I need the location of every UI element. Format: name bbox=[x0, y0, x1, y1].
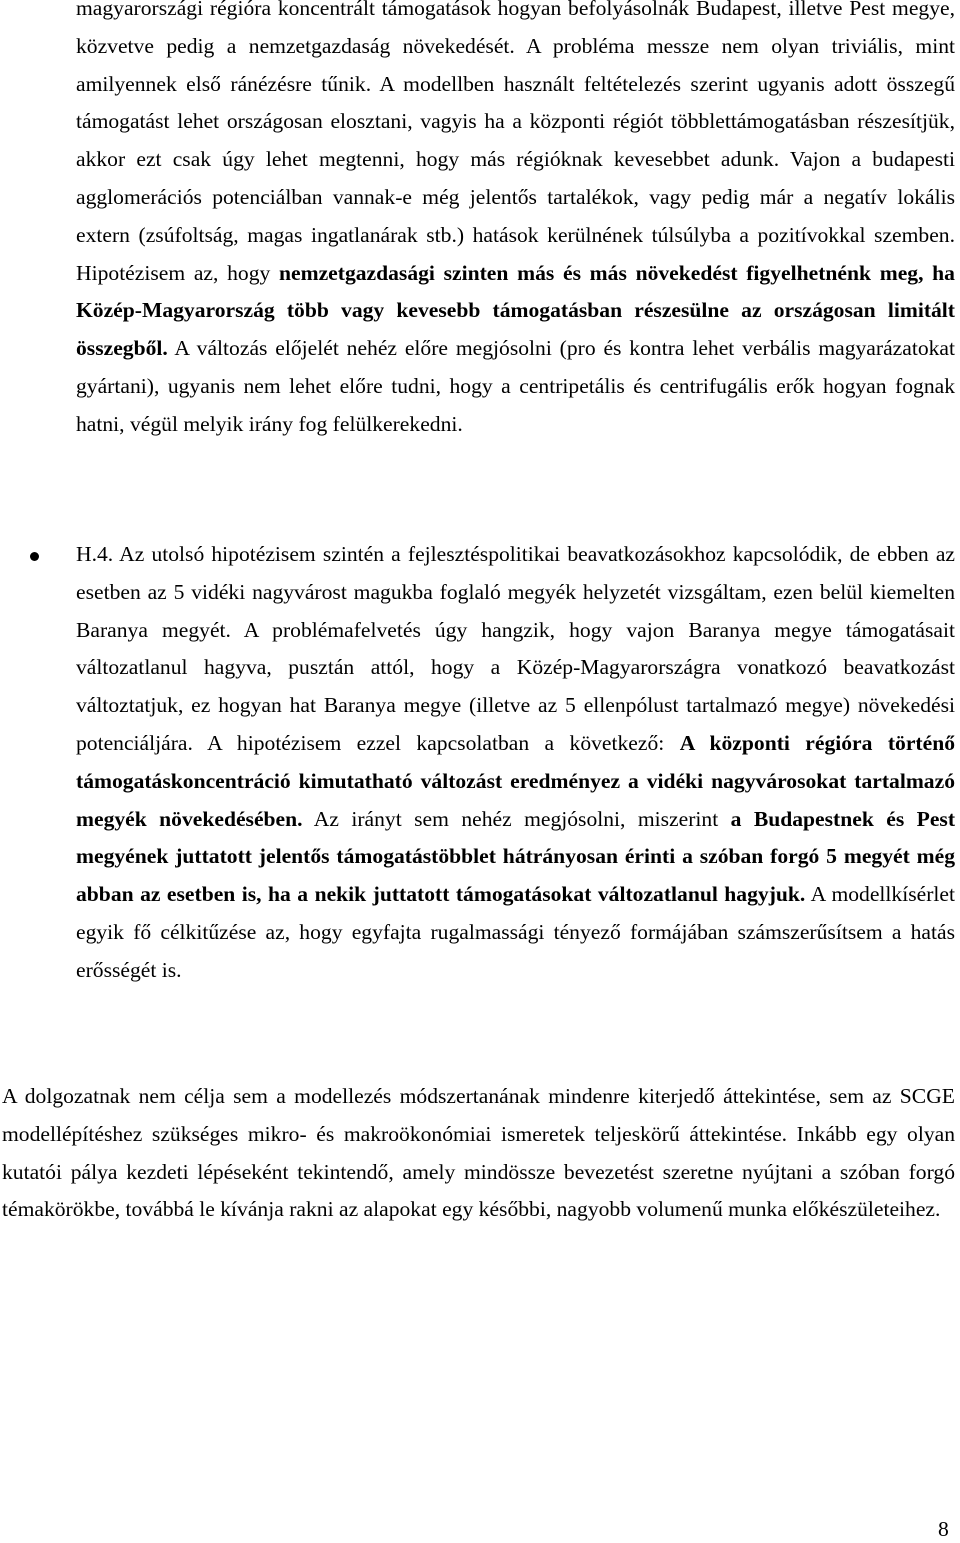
bold-hypothesis-text: A központi régióra történő támogatáskoncentráció kimutatható változást eredményez a vidéki nagyvárosokat tartalmazó megyék növekedésében. bbox=[76, 730, 956, 831]
bullet-icon bbox=[30, 552, 39, 561]
paragraph-text: A változás előjelét nehéz előre megjósolni (pro és kontra lehet verbális magyarázatokat gyártani), ugyanis nem lehet előre tudni, hogy a centripetális és centrifugális erők hogyan fognak hatni, végül melyik irány fog felülkerekedni. bbox=[76, 336, 955, 436]
page-number: 8 bbox=[938, 1517, 949, 1541]
paragraph-text: A dolgozatnak nem célja sem a modellezés módszertanának mindenre kiterjedő áttekintése, sem az SCGE modellépítéshez szükséges mikro- és makroökonómiai ismeretek teljeskörű áttekintése. Inkább egy olyan kutatói pálya kezdeti lépéseként tekintendő, amely mindössze bevezetést szeretne nyújtani a szóban forgó témakörökbe, továbbá le kívánja rakni az alapokat egy későbbi, nagyobb volumenű munka előkészületeihez. bbox=[2, 1084, 955, 1222]
paragraph-text: Az irányt sem nehéz megjósolni, miszerint bbox=[302, 806, 731, 831]
paragraph-text: A modellkísérlet egyik fő célkitűzése az, hogy egyfajta rugalmassági tényező formájában számszerűsítsem a hatás erősségét is. bbox=[76, 882, 955, 982]
paragraph-text: magyarországi régióra koncentrált támogatások hogyan befolyásolnák Budapest, illetve Pest megye, közvetve pedig a nemzetgazdaság növekedését. A probléma messze nem olyan triviális, mint amilyennek első ránézésre tűnik. A modellben használt feltételezés szerint ugyanis adott összegű támogatást lehet országosan elosztani, vagyis ha a központi régiót többlettámogatásban részesítjük, akkor ezt csak úgy lehet megtenni, hogy más régióknak kevesebbet adunk. Vajon a budapesti agglomerációs potenciálban vannak-e még jelentős tartalékok, vagy pedig már a negatív lokális extern (zsúfoltság, magas ingatlanárak stb.) hatások kerülnének túlsúlyba a pozitívokkal szemben. Hipotézisem az, hogy bbox=[76, 0, 955, 285]
paragraph-text: H.4. Az utolsó hipotézisem szintén a fejlesztéspolitikai beavatkozásokhoz kapcsolódik, de ebben az esetben az 5 vidéki nagyvárost magukba foglaló megyék helyzetét vizsgáltam, ezen belül kiemelten Baranya megyét. A problémafelvetés úgy hangzik, hogy vajon Baranya megye támogatásait változatlanul hagyva, pusztán attól, hogy a Közép-Magyarországra vonatkozó beavatkozást változtatjuk, ez hogyan hat Baranya megye (illetve az 5 ellenpólust tartalmazó megye) növekedési potenciáljára. A hipotézisem ezzel kapcsolatban a következő: bbox=[76, 542, 955, 755]
paragraph-h4-hypothesis bbox=[76, 536, 955, 990]
bold-hypothesis-text: nemzetgazdasági szinten más és más növekedést figyelhetnénk meg, ha Közép-Magyarország több vagy kevesebb támogatásban részesülne az országosan limitált összegből. bbox=[76, 260, 955, 361]
bold-hypothesis-text: a Budapestnek és Pest megyének juttatott jelentős támogatástöbblet hátrányosan érinti a szóban forgó 5 megyét még abban az esetben is, ha a nekik juttatott támogatásokat változatlanul hagyjuk. bbox=[76, 806, 956, 907]
paragraph-scope bbox=[2, 1078, 955, 1229]
paragraph-h3-hypothesis bbox=[76, 0, 955, 444]
